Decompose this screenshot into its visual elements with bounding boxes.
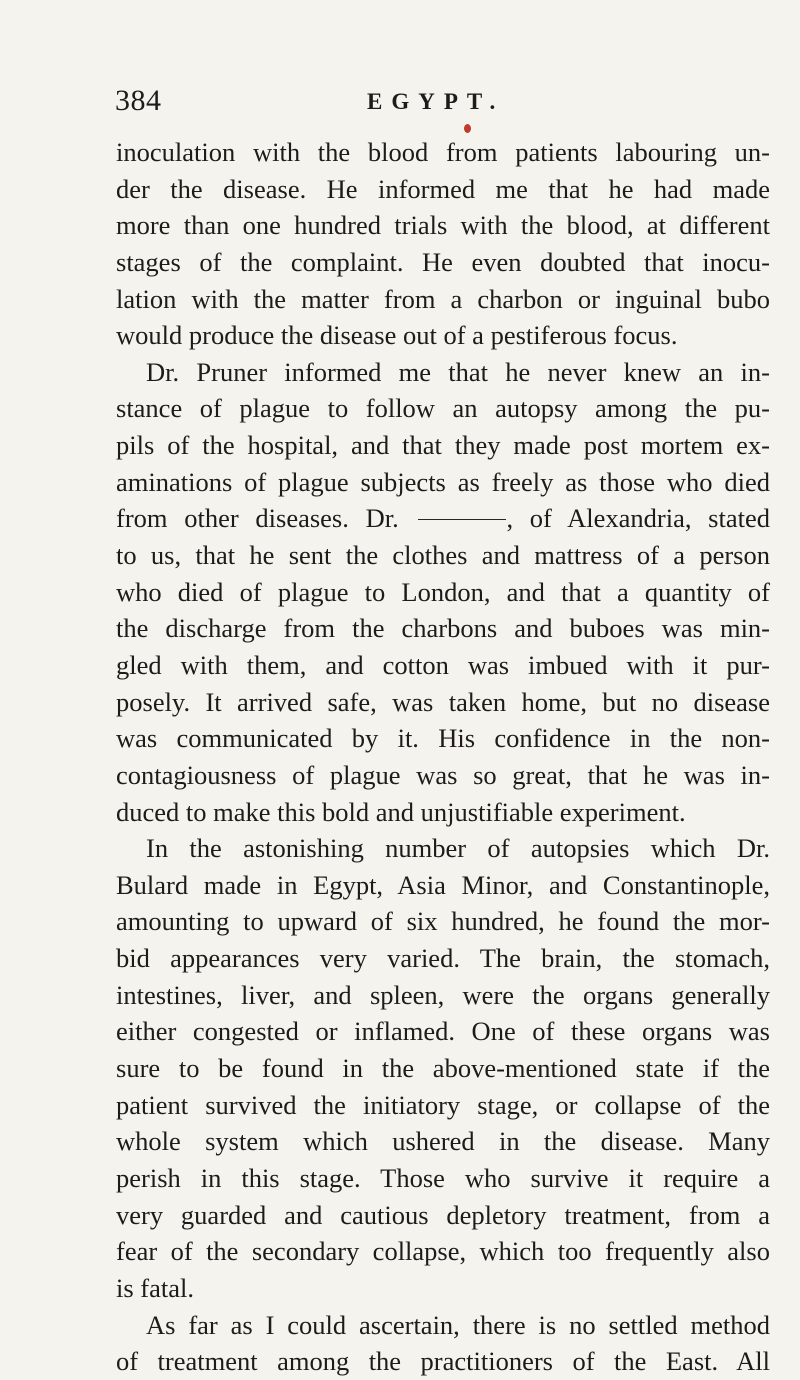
text-line: would produce the disease out of a pestiferous focus. xyxy=(116,320,678,351)
text-line: pils of the hospital, and that they made post mortem ex- xyxy=(116,430,770,461)
ink-speck xyxy=(464,124,471,133)
text-line-with-omitted-name xyxy=(116,500,770,537)
text-line: der the disease. He informed me that he had made xyxy=(116,173,770,204)
text-line: Bulard made in Egypt, Asia Minor, and Constantinople, xyxy=(116,869,770,900)
text-line: inoculation with the blood from patients labouring un- xyxy=(116,137,770,167)
paragraph-start-line: Dr. Pruner informed me that he never knew an in- xyxy=(146,356,770,387)
text-line: aminations of plague subjects as freely as those who died xyxy=(116,466,770,497)
text-line: patient survived the initiatory stage, or collapse of the xyxy=(116,1089,770,1120)
page-number: 384 xyxy=(115,84,162,117)
text-line: very guarded and cautious depletory treatment, from a xyxy=(116,1199,770,1230)
text-line: posely. It arrived safe, was taken home, but no disease xyxy=(116,686,770,717)
text-line: bid appearances very varied. The brain, the stomach, xyxy=(116,943,770,974)
text-line: stages of the complaint. He even doubted that inocu- xyxy=(116,246,770,277)
paragraph-start-line: In the astonishing number of autopsies which Dr. xyxy=(146,833,770,864)
body-text xyxy=(116,134,770,1380)
text-line: stance of plague to follow an autopsy among the pu- xyxy=(116,393,770,424)
omitted-name-dash xyxy=(418,519,506,520)
text-line: gled with them, and cotton was imbued with it pur- xyxy=(116,649,770,680)
text-line: is fatal. xyxy=(116,1272,194,1303)
text-line: duced to make this bold and unjustifiable experiment. xyxy=(116,796,686,827)
text-line: lation with the matter from a charbon or inguinal bubo xyxy=(116,283,770,314)
text-line: was communicated by it. His confidence in the non- xyxy=(116,723,770,754)
text-segment: from other diseases. Dr. xyxy=(116,503,399,534)
text-line: who died of plague to London, and that a quantity of xyxy=(116,576,770,607)
text-line: fear of the secondary collapse, which too frequently also xyxy=(116,1236,770,1267)
text-line: either congested or inflamed. One of these organs was xyxy=(116,1016,770,1047)
text-line: contagiousness of plague was so great, that he was in- xyxy=(116,759,770,790)
text-line: of treatment among the practitioners of the East. All xyxy=(116,1346,770,1377)
text-line: perish in this stage. Those who survive it require a xyxy=(116,1162,770,1193)
text-line: intestines, liver, and spleen, were the organs generally xyxy=(116,979,770,1010)
text-line: more than one hundred trials with the blood, at different xyxy=(116,210,770,241)
text-line: to us, that he sent the clothes and mattress of a person xyxy=(116,540,770,571)
text-segment: , of Alexandria, stated xyxy=(506,503,770,534)
text-line: amounting to upward of six hundred, he found the mor- xyxy=(116,906,770,937)
paragraph-start-line: As far as I could ascertain, there is no settled method xyxy=(146,1309,770,1340)
running-title: EGYPT. xyxy=(367,89,505,114)
text-line: the discharge from the charbons and buboes was min- xyxy=(116,613,770,644)
text-line: whole system which ushered in the disease. Many xyxy=(116,1126,770,1157)
text-line: sure to be found in the above-mentioned state if the xyxy=(116,1053,770,1084)
